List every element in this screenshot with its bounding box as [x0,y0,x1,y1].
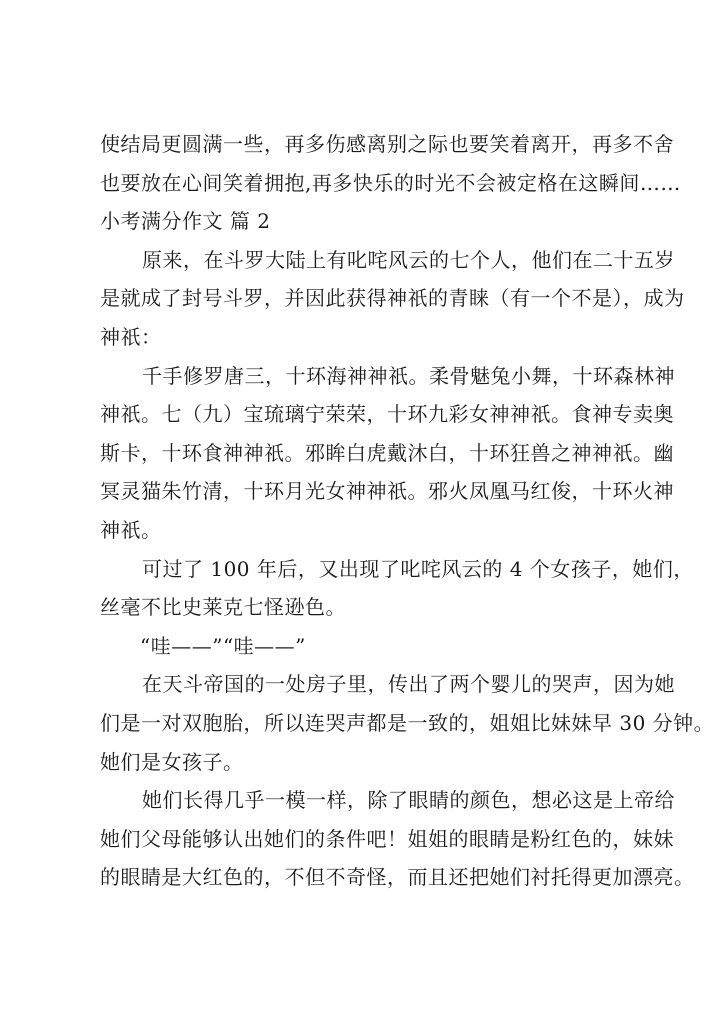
text-line: 也要放在心间笑着拥抱,再多快乐的时光不会被定格在这瞬间…… [100,170,681,195]
text-line: 神祇。七（九）宝琉璃宁荣荣，十环九彩女神神祇。食神专卖奥 [100,402,674,427]
section-heading: 小考满分作文 篇 2 [100,209,271,234]
document-body [100,125,715,897]
paragraph-start: 千手修罗唐三，十环海神神祇。柔骨魅兔小舞，十环森林神 [142,363,675,388]
text-line: 丝毫不比史莱克七怪逊色。 [100,595,346,620]
text-line: 她们是女孩子。 [100,749,244,774]
text-line: 神祇。 [100,517,162,542]
text-line: 她们父母能够认出她们的条件吧！姐姐的眼睛是粉红色的，妹妹 [100,826,674,851]
paragraph-start: 原来，在斗罗大陆上有叱咤风云的七个人，他们在二十五岁 [142,247,675,272]
paragraph-start: 她们长得几乎一模一样，除了眼睛的颜色，想必这是上帝给 [142,788,675,813]
dialogue-line: “哇——”“哇——” [140,633,306,658]
paragraph-start: 在天斗帝国的一处房子里，传出了两个婴儿的哭声，因为她 [142,672,675,697]
text-line: 斯卡，十环食神神祇。邪眸白虎戴沐白，十环狂兽之神神祇。幽 [100,440,674,465]
text-line: 们是一对双胞胎，所以连哭声都是一致的，姐姐比妹妹早 30 分钟。 [100,710,715,735]
text-line: 神祇： [100,324,162,349]
text-line: 冥灵猫朱竹清，十环月光女神神祇。邪火凤凰马红俊，十环火神 [100,479,674,504]
paragraph-start: 可过了 100 年后，又出现了叱咤风云的 4 个女孩子，她们， [142,556,694,581]
text-line: 是就成了封号斗罗，并因此获得神祇的青睐（有一个不是），成为 [100,286,685,311]
text-line: 的眼睛是大红色的，不但不奇怪，而且还把她们衬托得更加漂亮。 [100,865,695,890]
text-line: 使结局更圆满一些，再多伤感离别之际也要笑着离开，再多不舍 [100,132,674,156]
